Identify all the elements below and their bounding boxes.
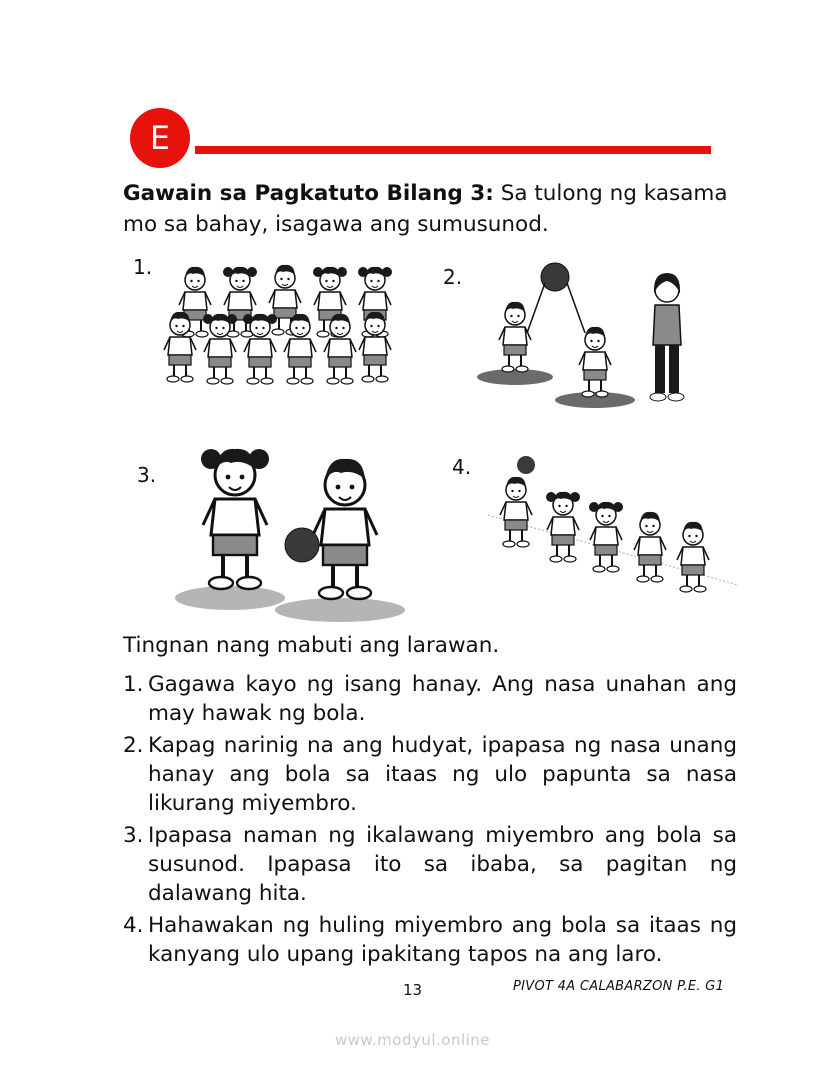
instruction-step: 2. Kapag narinig na ang hudyat, ipapasa ng nasa unang hanay ang bola sa itaas ng ulo papunta sa nasa likurang miyembro. — [123, 733, 737, 816]
children-lined-up-illustration — [155, 245, 405, 395]
section-divider-bar — [195, 146, 711, 154]
children-in-line-ball-overhead-illustration — [488, 445, 743, 605]
illustration-4-number: 4. — [452, 455, 472, 479]
footer-tag: PIVOT 4A CALABARZON P.E. G1 — [513, 979, 725, 994]
between-legs-ball-pass-illustration — [170, 440, 420, 625]
page-number: 13 — [403, 981, 423, 999]
activity-text: Sa tulong ng kasama mo sa bahay, isagawa ang sumusunod. — [123, 181, 728, 237]
activity-intro — [123, 178, 737, 240]
instruction-step: 3. Ipapasa naman ng ikalawang miyembro ang bola sa susunod. Ipapasa ito sa ibaba, sa pagitan ng dalawang hita. — [123, 823, 737, 906]
watermark: www.modyul.online — [334, 1031, 491, 1049]
instructions-title: Tingnan nang mabuti ang larawan. — [123, 633, 500, 658]
section-badge: E — [130, 108, 190, 168]
instruction-step: 4. Hahawakan ng huling miyembro ang bola sa itaas ng kanyang ulo upang ipakitang tapos na ang laro. — [123, 913, 737, 967]
overhead-ball-pass-illustration — [475, 255, 705, 425]
illustration-1-number: 1. — [133, 255, 153, 279]
instruction-step: 1. Gagawa kayo ng isang hanay. Ang nasa unahan ang may hawak ng bola. — [123, 672, 737, 726]
activity-title: Gawain sa Pagkatuto Bilang 3: — [123, 181, 494, 206]
illustration-2-number: 2. — [443, 265, 463, 289]
illustration-3-number: 3. — [137, 463, 157, 487]
